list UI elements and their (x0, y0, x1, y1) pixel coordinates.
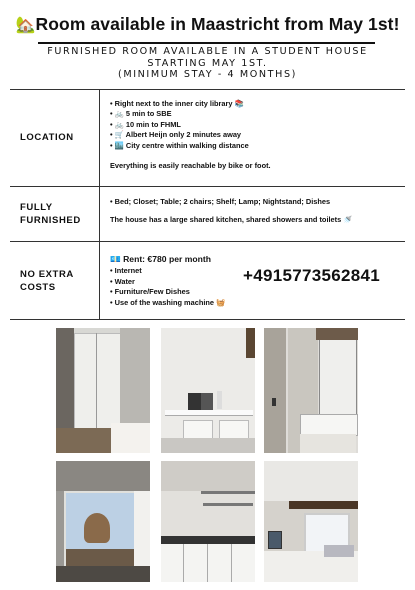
furnished-label (20, 201, 81, 227)
list-item: • Bed; Closet; Table; 2 chairs; Shelf; Lamp; Nightstand; Dishes (110, 197, 353, 207)
title-divider (38, 42, 375, 44)
subtitle-line-3: (MINIMUM STAY - 4 MONTHS) (118, 69, 297, 80)
photo-window (56, 461, 150, 582)
column-divider (99, 89, 100, 319)
furnished-list (110, 197, 353, 207)
photo-bedroom (264, 461, 358, 582)
house-icon: 🏡 (15, 17, 36, 34)
list-item: • 🏙️ City centre within walking distance (110, 141, 271, 151)
divider (10, 319, 405, 320)
photo-wardrobe (56, 328, 150, 453)
furnished-label-line-1: FULLY (20, 202, 53, 213)
list-item: • 🚲 5 min to SBE (110, 109, 271, 119)
photo-bathroom (264, 328, 358, 453)
list-item: • 🛒 Albert Heijn only 2 minutes away (110, 130, 271, 140)
list-item: • Right next to the inner city library 📚 (110, 99, 271, 109)
costs-label (20, 268, 74, 294)
subtitle-line-1: FURNISHED ROOM AVAILABLE IN A STUDENT HOUSE (47, 46, 368, 57)
location-list (110, 99, 271, 151)
costs-label-line-2: COSTS (20, 282, 56, 293)
location-label: LOCATION (20, 132, 74, 143)
phone-number: +4915773562841 (243, 266, 381, 285)
divider (10, 241, 405, 242)
page-title (0, 14, 415, 35)
furnished-content (110, 197, 353, 226)
list-item: • Furniture/Few Dishes (110, 287, 225, 297)
list-item: • 🚲 10 min to FHML (110, 120, 271, 130)
costs-label-line-1: NO EXTRA (20, 269, 74, 280)
costs-content (110, 254, 225, 308)
list-item: • Use of the washing machine 🧺 (110, 298, 225, 308)
costs-list (110, 266, 225, 308)
list-item: • Water (110, 277, 225, 287)
photo-desk (161, 328, 255, 453)
location-content (110, 99, 271, 171)
divider (10, 89, 405, 90)
furnished-note: The house has a large shared kitchen, shared showers and toilets 🚿 (110, 215, 353, 225)
title-text: Room available in Maastricht from May 1st! (35, 14, 400, 34)
list-item: • Internet (110, 266, 225, 276)
furnished-label-line-2: FURNISHED (20, 215, 81, 226)
subtitle-line-2: STARTING MAY 1ST. (147, 57, 268, 69)
photo-kitchen (161, 461, 255, 582)
rent-text: 💶 Rent: €780 per month (110, 254, 211, 264)
divider (10, 186, 405, 187)
subtitle (0, 46, 415, 81)
location-note: Everything is easily reachable by bike or foot. (110, 161, 271, 171)
